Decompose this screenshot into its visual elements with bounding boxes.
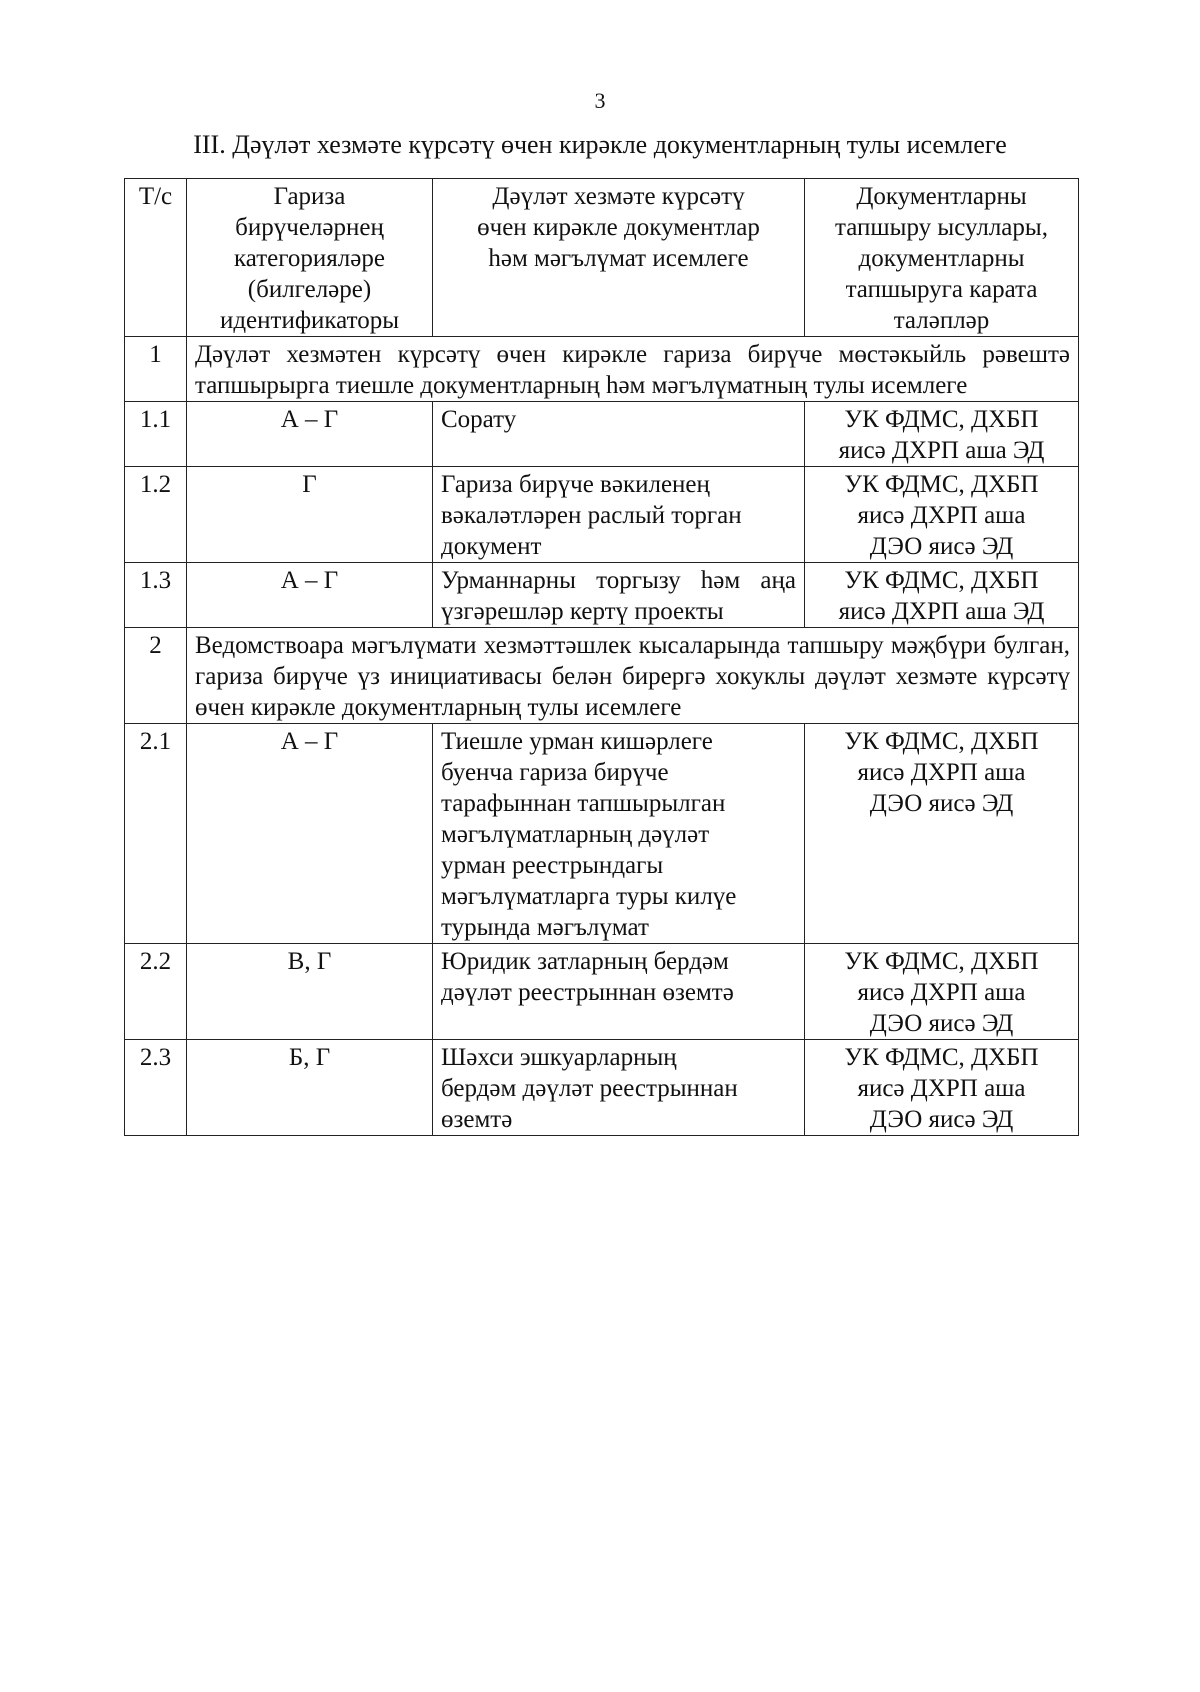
row-document: Сорату	[433, 402, 805, 467]
row-num: 1.1	[125, 402, 187, 467]
section-title-cell: Дәүләт хезмәтен күрсәтү өчен кирәкле гариза бирүче мөстәкыйль рәвештә тапшырырга тиешле документларның һәм мәгълүматның тулы исемлеге	[187, 337, 1079, 402]
table-row	[125, 1040, 1079, 1136]
header-requirements: Документларны тапшыру ысуллары, документларны тапшыруга карата таләпләр	[805, 179, 1079, 337]
page-number: 3	[594, 88, 606, 113]
row-category: А – Г	[187, 563, 433, 628]
row-category: Б, Г	[187, 1040, 433, 1136]
header-category: Гариза бирүчеләрнең категорияләре (билгеләре) идентификаторы	[187, 179, 433, 337]
row-requirements: УК ФДМС, ДХБП яисә ДХРП аша ЭД	[805, 563, 1079, 628]
table-row	[125, 563, 1079, 628]
section-num: 1	[125, 337, 187, 402]
table-row	[125, 402, 1079, 467]
row-requirements: УК ФДМС, ДХБП яисә ДХРП аша ДЭО яисә ЭД	[805, 724, 1079, 944]
table-header-row	[125, 179, 1079, 337]
row-category: В, Г	[187, 944, 433, 1040]
section-title-cell: Ведомствоара мәгълүмати хезмәттәшлек кысаларында тапшыру мәҗбүри булган, гариза бирүче үз инициативасы белән бирергә хокуклы дәүләт хезмәте күрсәтү өчен кирәкле документларның тулы исемлеге	[187, 628, 1079, 724]
section-title: III. Дәүләт хезмәте күрсәтү өчен кирәкле документларның тулы исемлеге	[193, 130, 1007, 159]
section-num: 2	[125, 628, 187, 724]
row-num: 1.2	[125, 467, 187, 563]
row-requirements: УК ФДМС, ДХБП яисә ДХРП аша ДЭО яисә ЭД	[805, 1040, 1079, 1136]
header-document: Дәүләт хезмәте күрсәтү өчен кирәкле документлар һәм мәгълүмат исемлеге	[433, 179, 805, 337]
row-category: А – Г	[187, 402, 433, 467]
row-requirements: УК ФДМС, ДХБП яисә ДХРП аша ЭД	[805, 402, 1079, 467]
row-category: А – Г	[187, 724, 433, 944]
row-requirements: УК ФДМС, ДХБП яисә ДХРП аша ДЭО яисә ЭД	[805, 944, 1079, 1040]
table-row	[125, 724, 1079, 944]
row-document: Урманнарны торгызу һәм аңа үзгәрешләр кертү проекты	[433, 563, 805, 628]
row-num: 2.1	[125, 724, 187, 944]
table-row	[125, 944, 1079, 1040]
header-num: Т/с	[125, 179, 187, 337]
row-document: Шәхси эшкуарларның бердәм дәүләт реестрыннан өземтә	[433, 1040, 805, 1136]
documents-table	[124, 178, 1079, 1136]
row-document: Юридик затларның бердәм дәүләт реестрыннан өземтә	[433, 944, 805, 1040]
row-num: 1.3	[125, 563, 187, 628]
row-category: Г	[187, 467, 433, 563]
row-document: Тиешле урман кишәрлеге буенча гариза бирүче тарафыннан тапшырылган мәгълүматларның дәүләт урман реестрындагы мәгълүматларга туры килүе турында мәгълүмат	[433, 724, 805, 944]
row-document: Гариза бирүче вәкиленең вәкаләтләрен раслый торган документ	[433, 467, 805, 563]
section-row	[125, 337, 1079, 402]
row-num: 2.2	[125, 944, 187, 1040]
section-row	[125, 628, 1079, 724]
row-num: 2.3	[125, 1040, 187, 1136]
row-requirements: УК ФДМС, ДХБП яисә ДХРП аша ДЭО яисә ЭД	[805, 467, 1079, 563]
table-row	[125, 467, 1079, 563]
